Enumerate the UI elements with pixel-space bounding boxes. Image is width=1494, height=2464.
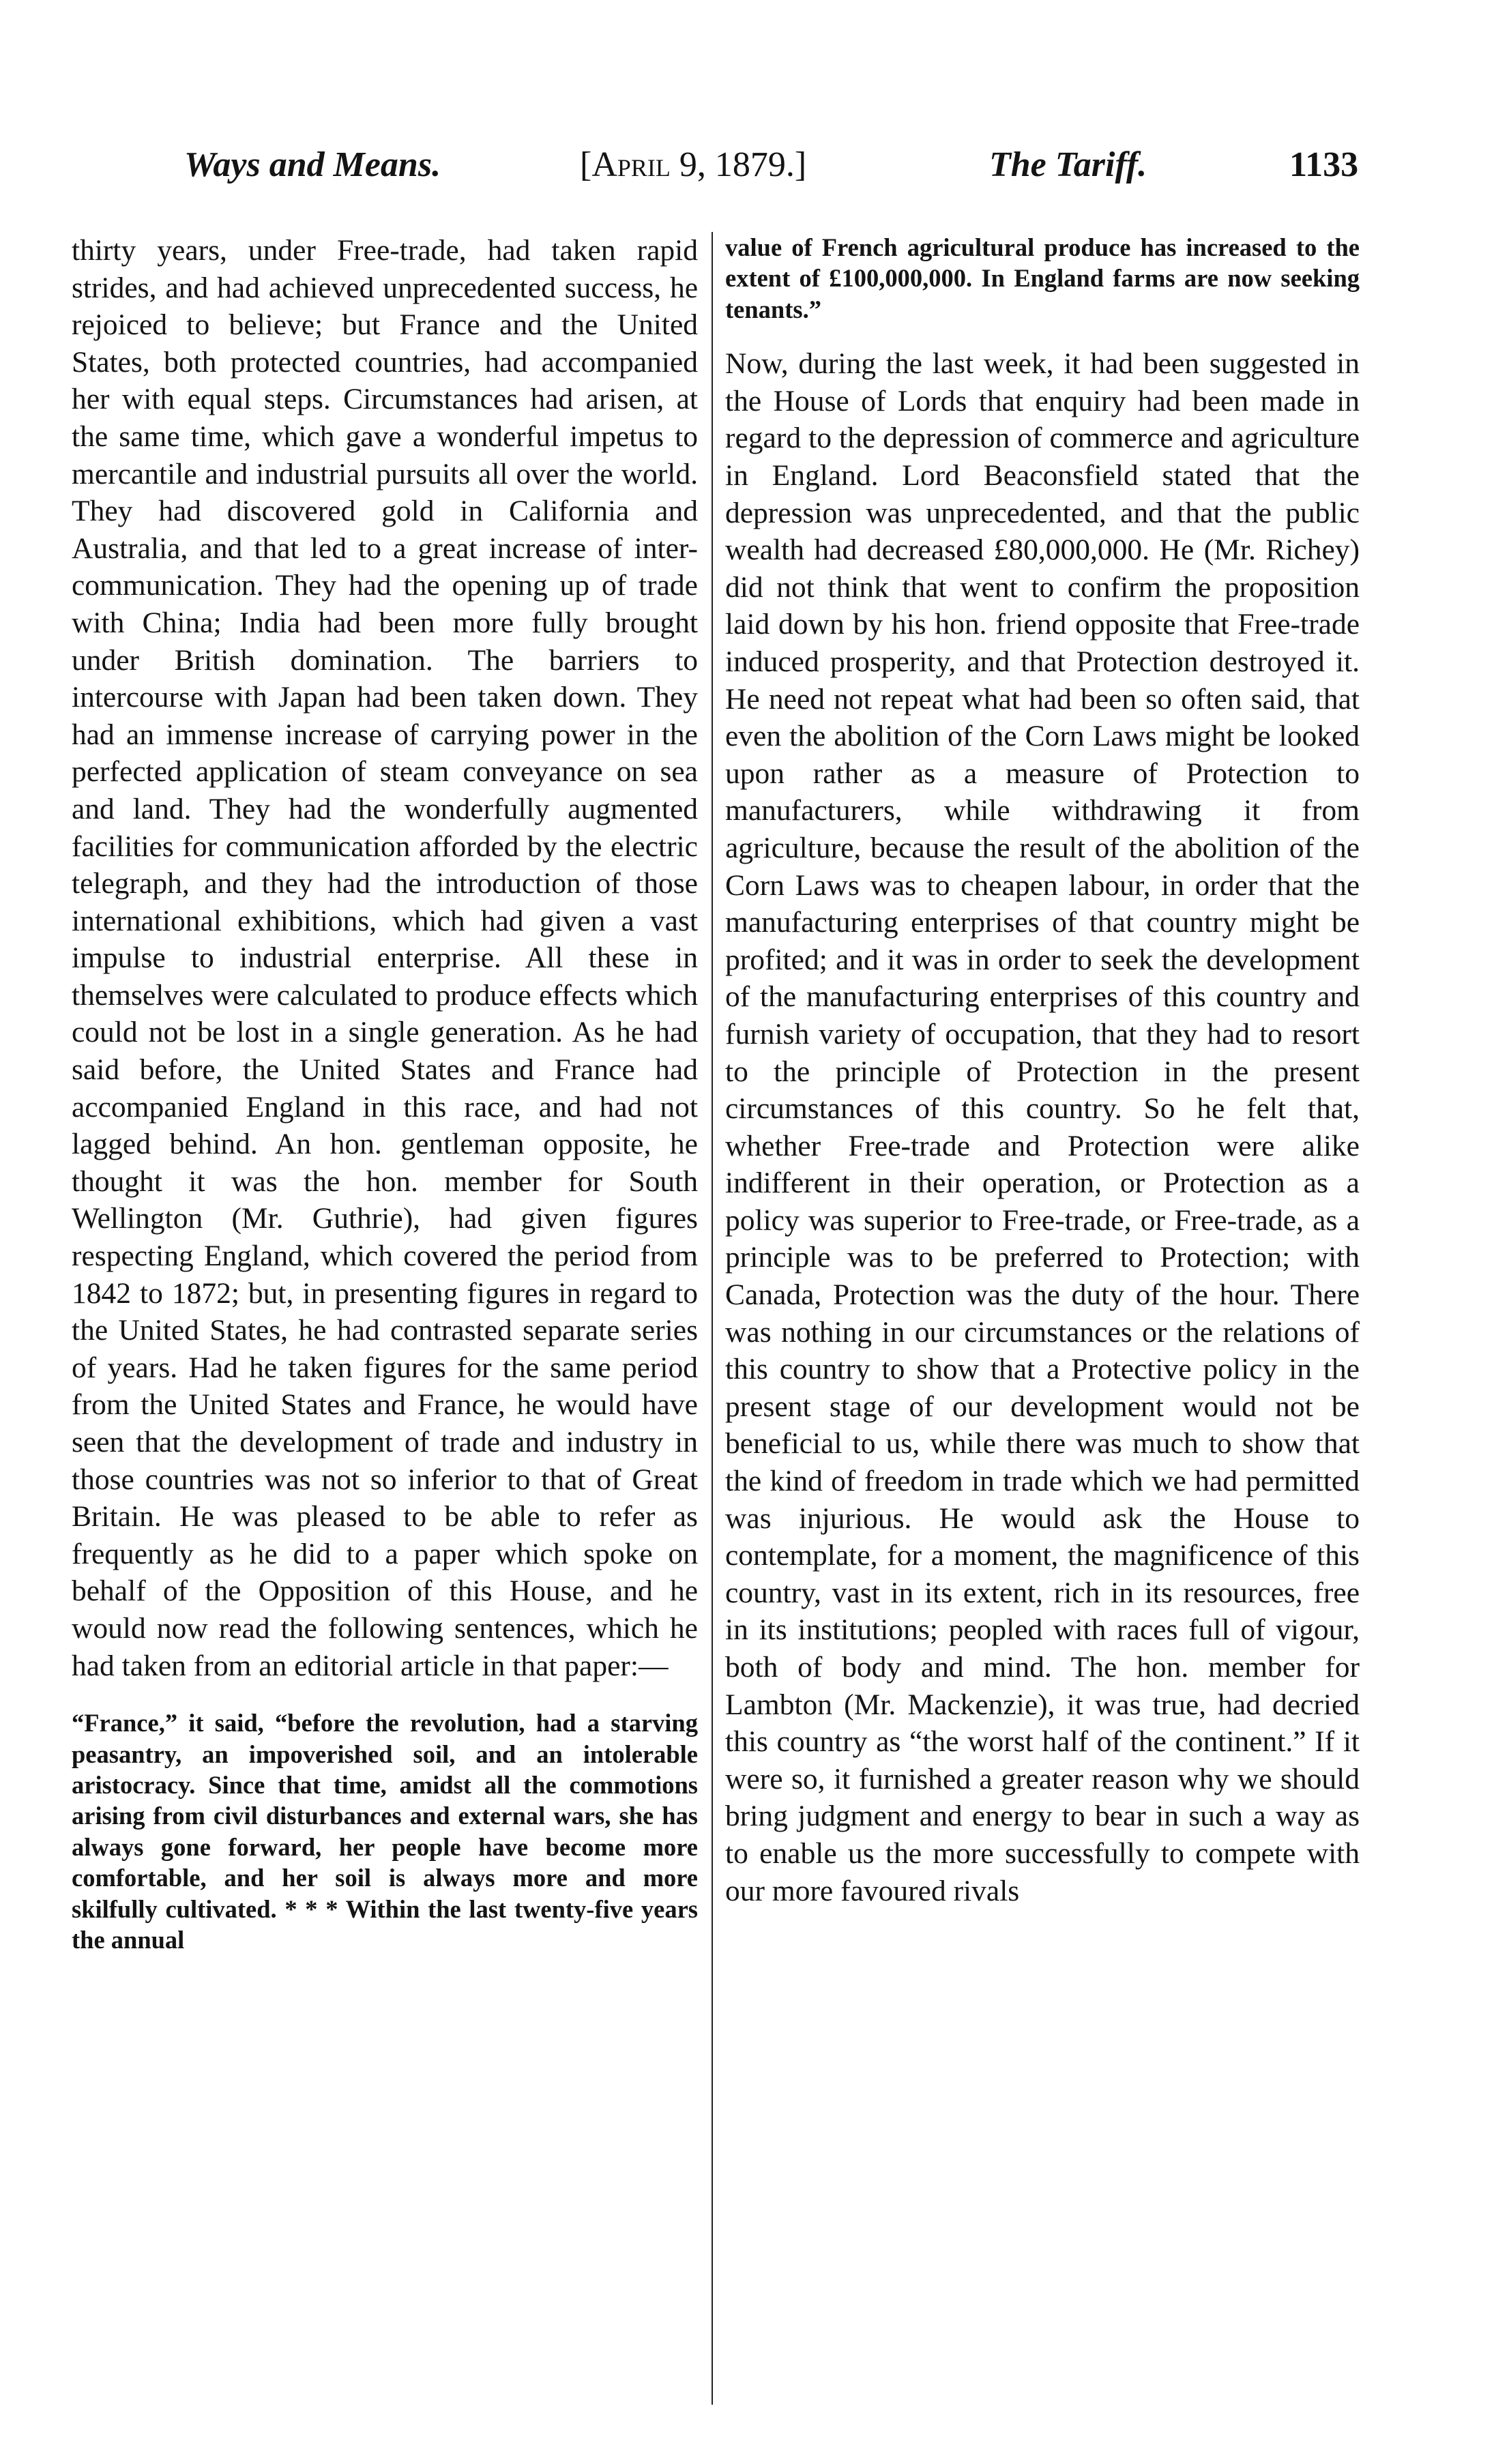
left-column: [72, 232, 698, 1955]
header-date: [April 9, 1879.]: [580, 145, 807, 184]
right-paragraph: Now, during the last week, it had been suggested in the House of Lords that enquiry had been made in regard to the depression of commerce and agriculture in England. Lord Beaconsfield stated that the depression was unprecedented, and that the public wealth had decreased £80,000,000. He (Mr. Richey) did not think that went to confirm the proposition laid down by his hon. friend opposite that Free-trade induced prosperity, and that Protection destroyed it. He need not repeat what had been so often said, that even the abolition of the Corn Laws might be looked upon rather as a measure of Protection to manufacturers, while withdrawing it from agriculture, because the result of the abolition of the Corn Laws was to cheapen labour, in order that the manufacturing enterprises of that country might be profited; and it was in order to seek the development of the manufacturing enterprises of this country and furnish variety of occupation, that they had to resort to the principle of Protection in the present circumstances of this country. So he felt that, whether Free-trade and Protection were alike indifferent in their operation, or Protection as a policy was superior to Free-trade, or Free-trade, as a principle was to be preferred to Protection; with Canada, Protection was the duty of the hour. There was nothing in our circumstances or the relations of this country to show that a Protective policy in the present stage of our development would not be beneficial to us, while there was much to show that the kind of freedom in trade which we had permitted was injurious. He would ask the House to contemplate, for a moment, the magnificence of this country, vast in its extent, rich in its resources, free in its institutions; peopled with races full of vigour, both of body and mind. The hon. member for Lambton (Mr. Mackenzie), it was true, had decried this country as “the worst half of the continent.” If it were so, it furnished a greater reason why we should bring judgment and energy to bear in such a way as to enable us the more successfully to compete with our more favoured rivals: [725, 347, 1360, 1907]
quoted-editorial: “France,” it said, “before the revolution, had a starving peasantry, an impoverished soil, and an intolerable aristocracy. Since that time, amidst all the commotions arising from civil disturbances and external wars, she has always gone forward, her people have become more comfortable, and her soil is always more and more skilfully cultivated. * * * Within the last twenty-five years the annual: [72, 1709, 698, 1954]
column-divider: [712, 232, 713, 2405]
right-column: [725, 232, 1360, 1909]
header-section-title: Ways and Means.: [184, 145, 441, 184]
page-number: 1133: [1289, 145, 1359, 184]
quoted-editorial-continued: value of French agricultural produce has increased to the extent of £100,000,000. In England farms are now seeking tenants.”: [725, 233, 1360, 323]
left-paragraph: thirty years, under Free-trade, had taken rapid strides, and had achieved unprecedented success, he rejoiced to believe; but France and the United States, both protected countries, had accompanied her with equal steps. Circumstances had arisen, at the same time, which gave a wonderful impetus to mercantile and industrial pursuits all over the world. They had discovered gold in California and Australia, and that led to a great increase of inter-communication. They had the opening up of trade with China; India had been more fully brought under British domination. The barriers to intercourse with Japan had been taken down. They had an immense increase of carrying power in the perfected application of steam conveyance on sea and land. They had the wonderfully augmented facilities for communication afforded by the electric telegraph, and they had the introduction of those international exhibitions, which had given a vast impulse to industrial enterprise. All these in themselves were calculated to produce effects which could not be lost in a single generation. As he had said before, the United States and France had accompanied England in this race, and had not lagged behind. An hon. gentleman opposite, he thought it was the hon. member for South Wellington (Mr. Guthrie), had given figures respecting England, which covered the period from 1842 to 1872; but, in presenting figures in regard to the United States, he had contrasted separate series of years. Had he taken figures for the same period from the United States and France, he would have seen that the development of trade and industry in those countries was not so inferior to that of Great Britain. He was pleased to be able to refer as frequently as he did to a paper which spoke on behalf of the Opposition of this House, and he would now read the following sentences, which he had taken from an editorial article in that paper:—: [72, 234, 698, 1682]
header-topic: The Tariff.: [989, 145, 1147, 184]
page-header: [184, 145, 1358, 206]
